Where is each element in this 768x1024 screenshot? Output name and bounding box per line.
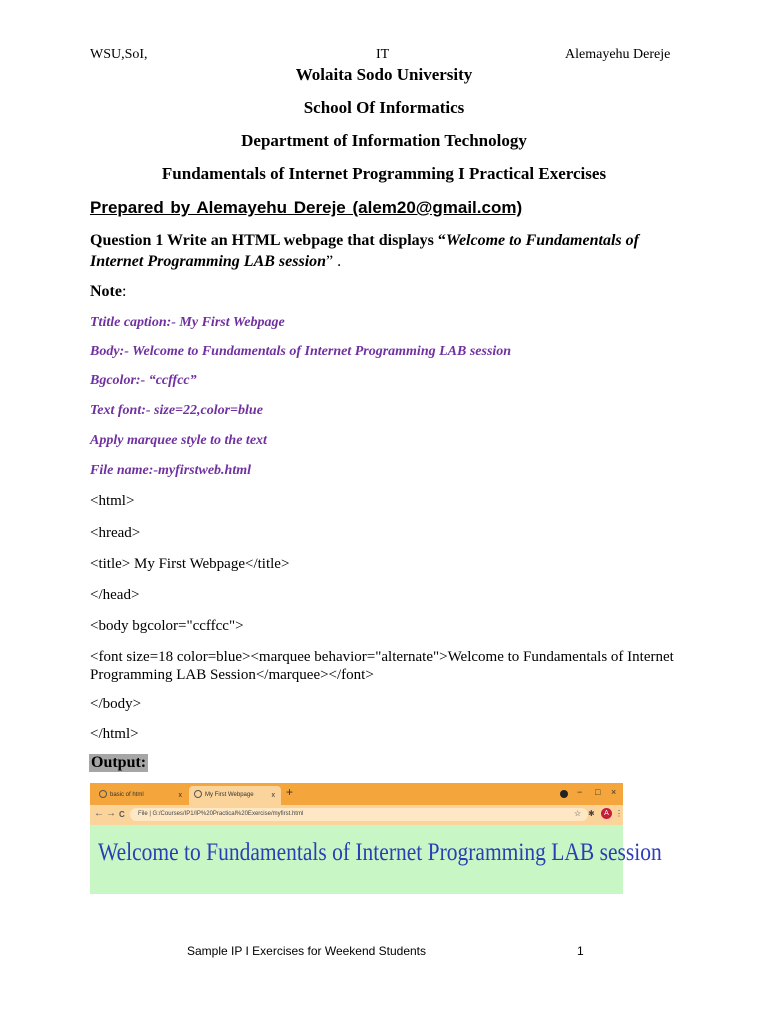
menu-icon[interactable]: ⋮ <box>615 809 623 818</box>
close-window-button[interactable]: × <box>611 787 617 797</box>
address-bar-row <box>90 805 623 825</box>
code-line-html-close: </html> <box>90 726 139 742</box>
tab2-label: My First Webpage <box>205 792 254 798</box>
tab-bar <box>90 783 623 805</box>
welcome-marquee-text: Welcome to Fundamentals of Internet Programming LAB session <box>98 839 662 866</box>
globe-icon <box>99 790 107 798</box>
requirement-body: Body:- Welcome to Fundamentals of Internet Programming LAB session <box>90 344 512 359</box>
new-tab-button[interactable]: + <box>286 785 294 799</box>
note-label: Note <box>90 283 122 300</box>
question-prefix: Question 1 Write an HTML webpage that displays “ <box>90 232 446 249</box>
requirement-title: Ttitle caption:- My First Webpage <box>90 315 285 330</box>
requirement-font: Text font:- size=22,color=blue <box>90 403 263 418</box>
school-title: School Of Informatics <box>303 98 465 117</box>
question-suffix: ” . <box>326 253 342 270</box>
university-title: Wolaita Sodo University <box>295 65 473 84</box>
note-colon: : <box>121 283 127 300</box>
prepared-by: Prepared by Alemayehu Dereje (alem20@gmail.com) <box>90 198 523 217</box>
footer-text: Sample IP I Exercises for Weekend Students <box>187 944 427 958</box>
output-label: Output: <box>91 754 147 771</box>
tab1-label: basic of html <box>110 792 144 798</box>
profile-badge[interactable]: A <box>601 808 612 819</box>
tab-my-first-webpage[interactable] <box>189 786 281 805</box>
close-tab-icon[interactable]: x <box>178 792 182 799</box>
extensions-icon[interactable]: ✱ <box>588 809 595 818</box>
back-button[interactable]: ← <box>94 808 104 819</box>
code-line-head-close: </head> <box>90 587 140 603</box>
question-1 <box>90 230 690 272</box>
code-line-body-close: </body> <box>90 696 142 712</box>
url-input[interactable]: File | G:/Courses/IP1/IP%20Practical%20Exercise/myfirst.html <box>130 808 588 821</box>
browser-output-screenshot <box>90 783 662 894</box>
requirement-marquee: Apply marquee style to the text <box>90 433 267 448</box>
requirement-filename: File name:-myfirstweb.html <box>90 463 251 478</box>
course-title: Fundamentals of Internet Programming I Practical Exercises <box>161 164 607 183</box>
profile-icon[interactable] <box>560 790 568 798</box>
tab-basic-of-html[interactable] <box>94 786 188 805</box>
star-icon[interactable]: ☆ <box>574 809 582 818</box>
note <box>90 283 126 301</box>
header-right: Alemayehu Dereje <box>565 47 671 62</box>
header-left: WSU,SoI, <box>90 47 148 62</box>
page-number: 1 <box>577 944 584 958</box>
code-line-body: <body bgcolor="ccffcc"> <box>90 618 244 634</box>
code-line-head: <hread> <box>90 525 141 541</box>
code-line-font-marquee: <font size=18 color=blue><marquee behavior="alternate">Welcome to Fundamentals of Internet Programming LAB Session</marquee></font> <box>90 649 674 683</box>
forward-button[interactable]: → <box>106 808 116 819</box>
maximize-button[interactable]: □ <box>595 787 601 797</box>
minimize-button[interactable]: − <box>577 787 583 797</box>
header-center: IT <box>376 47 390 62</box>
reload-button[interactable]: C <box>119 810 125 819</box>
code-line-title: <title> My First Webpage</title> <box>90 556 290 572</box>
question-italic: Welcome to Fundamentals of Internet Programming LAB session <box>90 232 639 270</box>
department-title: Department of Information Technology <box>241 131 527 150</box>
globe-icon <box>194 790 202 798</box>
close-tab-icon[interactable]: x <box>271 792 275 799</box>
requirement-bgcolor: Bgcolor:- “ccffcc” <box>90 373 197 388</box>
code-line-html: <html> <box>90 493 135 509</box>
